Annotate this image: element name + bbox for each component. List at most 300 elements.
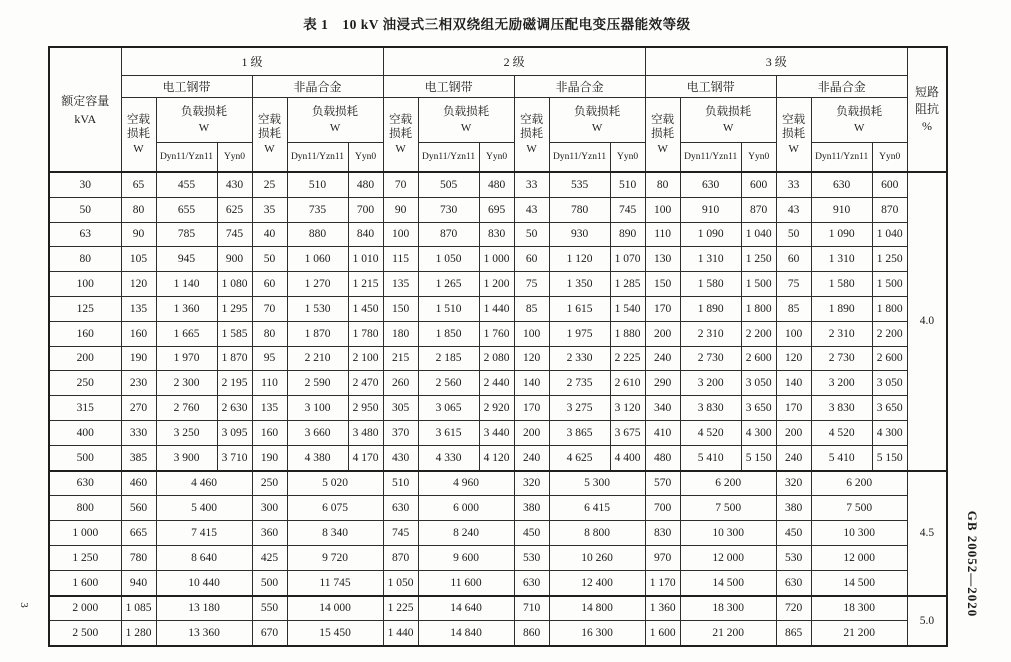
value-cell: 215 — [383, 346, 418, 371]
capacity-cell: 630 — [49, 471, 121, 496]
value-cell: 5 410 — [680, 445, 741, 470]
capacity-cell: 100 — [49, 272, 121, 297]
value-cell: 2 200 — [872, 321, 907, 346]
impedance-unit: % — [921, 119, 932, 133]
value-cell: 1 530 — [287, 296, 348, 321]
header-row-materials — [49, 76, 947, 98]
value-cell: 11 600 — [418, 570, 514, 595]
no-load-loss-line: 损耗 — [651, 128, 675, 141]
value-cell: 1 200 — [479, 272, 514, 297]
value-cell: 2 560 — [418, 371, 479, 396]
value-cell: 80 — [645, 172, 680, 197]
no-load-loss-line: 损耗 — [258, 128, 281, 141]
value-cell: 100 — [776, 321, 811, 346]
no-load-loss-line: 空载 — [389, 113, 413, 126]
value-cell: 110 — [645, 222, 680, 247]
value-cell: 14 800 — [549, 596, 645, 621]
capacity-header — [49, 47, 121, 172]
value-cell: 1 310 — [680, 247, 741, 272]
value-cell: 5 020 — [287, 471, 383, 496]
value-cell: 5 300 — [549, 471, 645, 496]
value-cell: 450 — [776, 521, 811, 546]
value-cell: 1 870 — [287, 321, 348, 346]
value-cell: 10 300 — [680, 521, 776, 546]
value-cell: 14 000 — [287, 596, 383, 621]
capacity-cell: 50 — [49, 197, 121, 222]
table-row — [49, 396, 947, 421]
value-cell: 105 — [121, 247, 156, 272]
table-row — [49, 197, 947, 222]
value-cell: 1 280 — [121, 621, 156, 646]
load-loss-header — [418, 98, 514, 143]
value-cell: 35 — [252, 197, 287, 222]
value-cell: 40 — [252, 222, 287, 247]
value-cell: 900 — [217, 247, 252, 272]
value-cell: 25 — [252, 172, 287, 197]
value-cell: 2 730 — [811, 346, 872, 371]
load-loss-header — [156, 98, 252, 143]
no-load-loss-line: 损耗 — [389, 128, 413, 141]
value-cell: 100 — [383, 222, 418, 247]
value-cell: 830 — [479, 222, 514, 247]
value-cell: 1 360 — [645, 596, 680, 621]
value-cell: 380 — [514, 496, 549, 521]
no-load-loss-unit: W — [526, 142, 537, 155]
value-cell: 1 580 — [811, 272, 872, 297]
value-cell: 430 — [217, 172, 252, 197]
table-row — [49, 496, 947, 521]
value-cell: 140 — [776, 371, 811, 396]
table-row — [49, 371, 947, 396]
material-amorphous-header: 非晶合金 — [252, 76, 383, 98]
no-load-loss-line: 空载 — [127, 113, 150, 126]
value-cell: 80 — [121, 197, 156, 222]
value-cell: 2 950 — [348, 396, 383, 421]
value-cell: 2 600 — [872, 346, 907, 371]
value-cell: 3 050 — [872, 371, 907, 396]
value-cell: 3 675 — [610, 420, 645, 445]
value-cell: 170 — [645, 296, 680, 321]
value-cell: 530 — [776, 545, 811, 570]
capacity-cell: 1 000 — [49, 521, 121, 546]
value-cell: 720 — [776, 596, 811, 621]
value-cell: 85 — [514, 296, 549, 321]
connection-dyn11-header: Dyn11/Yzn11 — [811, 143, 872, 173]
value-cell: 100 — [645, 197, 680, 222]
value-cell: 50 — [514, 222, 549, 247]
value-cell: 4 520 — [811, 420, 872, 445]
no-load-loss-line: 损耗 — [520, 128, 544, 141]
value-cell: 70 — [252, 296, 287, 321]
value-cell: 43 — [514, 197, 549, 222]
value-cell: 8 640 — [156, 545, 252, 570]
value-cell: 75 — [514, 272, 549, 297]
value-cell: 2 920 — [479, 396, 514, 421]
value-cell: 13 360 — [156, 621, 252, 646]
value-cell: 130 — [645, 247, 680, 272]
value-cell: 460 — [121, 471, 156, 496]
load-loss-unit: W — [591, 122, 603, 134]
capacity-cell: 2 000 — [49, 596, 121, 621]
value-cell: 140 — [514, 371, 549, 396]
value-cell: 60 — [252, 272, 287, 297]
value-cell: 14 840 — [418, 621, 514, 646]
value-cell: 16 300 — [549, 621, 645, 646]
material-steel-header: 电工钢带 — [383, 76, 514, 98]
value-cell: 600 — [741, 172, 776, 197]
connection-dyn11-header: Dyn11/Yzn11 — [156, 143, 217, 173]
no-load-loss-line: 空载 — [520, 113, 544, 126]
level-3-header: 3 级 — [645, 47, 907, 76]
value-cell: 1 040 — [872, 222, 907, 247]
load-loss-header — [811, 98, 907, 143]
value-cell: 6 000 — [418, 496, 514, 521]
value-cell: 135 — [121, 296, 156, 321]
capacity-cell: 125 — [49, 296, 121, 321]
value-cell: 940 — [121, 570, 156, 595]
value-cell: 160 — [121, 321, 156, 346]
impedance-header — [907, 47, 947, 172]
value-cell: 745 — [383, 521, 418, 546]
page-title: 表 1 10 kV 油浸式三相双绕组无励磁调压配电变压器能效等级 — [303, 17, 691, 32]
value-cell: 1 760 — [479, 321, 514, 346]
value-cell: 700 — [645, 496, 680, 521]
table-row — [49, 471, 947, 496]
value-cell: 3 095 — [217, 420, 252, 445]
value-cell: 360 — [252, 521, 287, 546]
value-cell: 14 500 — [811, 570, 907, 595]
value-cell: 535 — [549, 172, 610, 197]
load-loss-unit: W — [329, 122, 341, 134]
value-cell: 1 970 — [156, 346, 217, 371]
value-cell: 735 — [287, 197, 348, 222]
value-cell: 910 — [811, 197, 872, 222]
load-loss-unit: W — [198, 122, 210, 134]
impedance-cell: 4.5 — [907, 471, 947, 596]
value-cell: 3 100 — [287, 396, 348, 421]
value-cell: 12 400 — [549, 570, 645, 595]
value-cell: 630 — [514, 570, 549, 595]
value-cell: 1 440 — [479, 296, 514, 321]
value-cell: 1 080 — [217, 272, 252, 297]
value-cell: 2 590 — [287, 371, 348, 396]
value-cell: 880 — [287, 222, 348, 247]
no-load-loss-header — [514, 98, 549, 173]
value-cell: 260 — [383, 371, 418, 396]
connection-dyn11-header: Dyn11/Yzn11 — [287, 143, 348, 173]
value-cell: 480 — [645, 445, 680, 470]
value-cell: 1 050 — [418, 247, 479, 272]
capacity-cell: 400 — [49, 420, 121, 445]
capacity-cell: 250 — [49, 371, 121, 396]
no-load-loss-header — [252, 98, 287, 173]
load-loss-unit: W — [460, 122, 472, 134]
value-cell: 2 080 — [479, 346, 514, 371]
no-load-loss-header — [383, 98, 418, 173]
value-cell: 4 520 — [680, 420, 741, 445]
load-loss-line: 负载损耗 — [836, 106, 883, 118]
value-cell: 6 075 — [287, 496, 383, 521]
value-cell: 710 — [514, 596, 549, 621]
value-cell: 1 450 — [348, 296, 383, 321]
value-cell: 2 630 — [217, 396, 252, 421]
value-cell: 785 — [156, 222, 217, 247]
value-cell: 1 060 — [287, 247, 348, 272]
value-cell: 3 200 — [680, 371, 741, 396]
load-loss-header — [287, 98, 383, 143]
value-cell: 10 300 — [811, 521, 907, 546]
value-cell: 1 050 — [383, 570, 418, 595]
value-cell: 14 640 — [418, 596, 514, 621]
value-cell: 505 — [418, 172, 479, 197]
value-cell: 370 — [383, 420, 418, 445]
load-loss-unit: W — [722, 122, 734, 134]
value-cell: 665 — [121, 521, 156, 546]
value-cell: 600 — [872, 172, 907, 197]
value-cell: 5 150 — [872, 445, 907, 470]
value-cell: 385 — [121, 445, 156, 470]
no-load-loss-unit: W — [264, 142, 275, 155]
capacity-cell: 63 — [49, 222, 121, 247]
value-cell: 1 510 — [418, 296, 479, 321]
value-cell: 550 — [252, 596, 287, 621]
value-cell: 4 300 — [872, 420, 907, 445]
no-load-loss-line: 空载 — [258, 113, 281, 126]
value-cell: 2 195 — [217, 371, 252, 396]
no-load-loss-line: 空载 — [651, 113, 675, 126]
value-cell: 970 — [645, 545, 680, 570]
load-loss-line: 负载损耗 — [312, 106, 359, 118]
value-cell: 7 415 — [156, 521, 252, 546]
value-cell: 1 140 — [156, 272, 217, 297]
value-cell: 510 — [287, 172, 348, 197]
value-cell: 75 — [776, 272, 811, 297]
value-cell: 70 — [383, 172, 418, 197]
load-loss-line: 负载损耗 — [181, 106, 227, 118]
load-loss-line: 负载损耗 — [705, 106, 752, 118]
standard-code-label: GB 20052—2020 — [965, 510, 980, 618]
no-load-loss-unit: W — [788, 142, 799, 155]
value-cell: 1 600 — [645, 621, 680, 646]
value-cell: 5 400 — [156, 496, 252, 521]
value-cell: 865 — [776, 621, 811, 646]
value-cell: 1 070 — [610, 247, 645, 272]
value-cell: 3 830 — [680, 396, 741, 421]
value-cell: 625 — [217, 197, 252, 222]
value-cell: 1 500 — [741, 272, 776, 297]
value-cell: 4 460 — [156, 471, 252, 496]
value-cell: 1 250 — [872, 247, 907, 272]
value-cell: 3 440 — [479, 420, 514, 445]
value-cell: 4 380 — [287, 445, 348, 470]
value-cell: 3 200 — [811, 371, 872, 396]
value-cell: 1 225 — [383, 596, 418, 621]
value-cell: 240 — [776, 445, 811, 470]
value-cell: 870 — [418, 222, 479, 247]
value-cell: 1 975 — [549, 321, 610, 346]
value-cell: 2 470 — [348, 371, 383, 396]
value-cell: 2 225 — [610, 346, 645, 371]
value-cell: 530 — [514, 545, 549, 570]
capacity-cell: 1 600 — [49, 570, 121, 595]
value-cell: 18 300 — [680, 596, 776, 621]
value-cell: 80 — [252, 321, 287, 346]
capacity-cell: 800 — [49, 496, 121, 521]
value-cell: 4 960 — [418, 471, 514, 496]
value-cell: 4 170 — [348, 445, 383, 470]
value-cell: 695 — [479, 197, 514, 222]
value-cell: 60 — [776, 247, 811, 272]
capacity-cell: 80 — [49, 247, 121, 272]
value-cell: 1 360 — [156, 296, 217, 321]
value-cell: 1 250 — [741, 247, 776, 272]
capacity-cell: 30 — [49, 172, 121, 197]
value-cell: 570 — [645, 471, 680, 496]
value-cell: 480 — [479, 172, 514, 197]
value-cell: 560 — [121, 496, 156, 521]
value-cell: 1 880 — [610, 321, 645, 346]
value-cell: 2 760 — [156, 396, 217, 421]
value-cell: 1 215 — [348, 272, 383, 297]
value-cell: 4 330 — [418, 445, 479, 470]
value-cell: 120 — [514, 346, 549, 371]
value-cell: 50 — [776, 222, 811, 247]
value-cell: 330 — [121, 420, 156, 445]
connection-yyn0-header: Yyn0 — [217, 143, 252, 173]
value-cell: 1 540 — [610, 296, 645, 321]
value-cell: 1 285 — [610, 272, 645, 297]
impedance-header-line: 阻抗 — [914, 102, 939, 116]
value-cell: 150 — [383, 296, 418, 321]
value-cell: 4 120 — [479, 445, 514, 470]
value-cell: 150 — [645, 272, 680, 297]
value-cell: 3 120 — [610, 396, 645, 421]
value-cell: 1 580 — [680, 272, 741, 297]
value-cell: 6 200 — [680, 471, 776, 496]
value-cell: 240 — [514, 445, 549, 470]
capacity-cell: 500 — [49, 445, 121, 470]
value-cell: 945 — [156, 247, 217, 272]
value-cell: 2 210 — [287, 346, 348, 371]
table-row — [49, 247, 947, 272]
load-loss-header — [680, 98, 776, 143]
value-cell: 50 — [252, 247, 287, 272]
value-cell: 630 — [811, 172, 872, 197]
load-loss-line: 负载损耗 — [574, 106, 621, 118]
connection-dyn11-header: Dyn11/Yzn11 — [549, 143, 610, 173]
value-cell: 1 585 — [217, 321, 252, 346]
load-loss-header — [549, 98, 645, 143]
value-cell: 3 710 — [217, 445, 252, 470]
value-cell: 780 — [549, 197, 610, 222]
value-cell: 630 — [680, 172, 741, 197]
table-row — [49, 321, 947, 346]
value-cell: 870 — [872, 197, 907, 222]
connection-yyn0-header: Yyn0 — [872, 143, 907, 173]
value-cell: 1 295 — [217, 296, 252, 321]
value-cell: 180 — [383, 321, 418, 346]
value-cell: 8 340 — [287, 521, 383, 546]
no-load-loss-unit: W — [657, 142, 668, 155]
value-cell: 1 890 — [811, 296, 872, 321]
value-cell: 3 650 — [741, 396, 776, 421]
value-cell: 11 745 — [287, 570, 383, 595]
value-cell: 300 — [252, 496, 287, 521]
value-cell: 480 — [348, 172, 383, 197]
capacity-unit: kVA — [74, 111, 97, 126]
value-cell: 60 — [514, 247, 549, 272]
value-cell: 200 — [514, 420, 549, 445]
value-cell: 630 — [776, 570, 811, 595]
value-cell: 270 — [121, 396, 156, 421]
value-cell: 90 — [121, 222, 156, 247]
value-cell: 6 415 — [549, 496, 645, 521]
no-load-loss-line: 空载 — [782, 113, 806, 126]
value-cell: 1 440 — [383, 621, 418, 646]
value-cell: 3 050 — [741, 371, 776, 396]
energy-efficiency-table — [48, 46, 948, 647]
material-steel-header: 电工钢带 — [121, 76, 252, 98]
value-cell: 7 500 — [811, 496, 907, 521]
value-cell: 2 735 — [549, 371, 610, 396]
value-cell: 100 — [514, 321, 549, 346]
value-cell: 510 — [610, 172, 645, 197]
material-amorphous-header: 非晶合金 — [514, 76, 645, 98]
table-row — [49, 346, 947, 371]
value-cell: 1 090 — [811, 222, 872, 247]
value-cell: 12 000 — [811, 545, 907, 570]
value-cell: 1 870 — [217, 346, 252, 371]
value-cell: 200 — [645, 321, 680, 346]
capacity-cell: 160 — [49, 321, 121, 346]
connection-yyn0-header: Yyn0 — [610, 143, 645, 173]
level-2-header: 2 级 — [383, 47, 645, 76]
value-cell: 3 065 — [418, 396, 479, 421]
header-row-loss — [49, 98, 947, 143]
value-cell: 425 — [252, 545, 287, 570]
value-cell: 320 — [514, 471, 549, 496]
value-cell: 115 — [383, 247, 418, 272]
value-cell: 3 250 — [156, 420, 217, 445]
value-cell: 4 625 — [549, 445, 610, 470]
value-cell: 1 010 — [348, 247, 383, 272]
value-cell: 190 — [252, 445, 287, 470]
impedance-cell: 4.0 — [907, 172, 947, 471]
connection-yyn0-header: Yyn0 — [741, 143, 776, 173]
value-cell: 170 — [776, 396, 811, 421]
no-load-loss-header — [776, 98, 811, 173]
value-cell: 90 — [383, 197, 418, 222]
value-cell: 670 — [252, 621, 287, 646]
value-cell: 85 — [776, 296, 811, 321]
no-load-loss-unit: W — [395, 142, 406, 155]
value-cell: 340 — [645, 396, 680, 421]
connection-dyn11-header: Dyn11/Yzn11 — [418, 143, 479, 173]
value-cell: 305 — [383, 396, 418, 421]
value-cell: 3 660 — [287, 420, 348, 445]
value-cell: 780 — [121, 545, 156, 570]
value-cell: 65 — [121, 172, 156, 197]
value-cell: 3 275 — [549, 396, 610, 421]
value-cell: 500 — [252, 570, 287, 595]
table-row — [49, 621, 947, 646]
value-cell: 3 900 — [156, 445, 217, 470]
value-cell: 860 — [514, 621, 549, 646]
level-1-header: 1 级 — [121, 47, 383, 76]
value-cell: 5 150 — [741, 445, 776, 470]
value-cell: 2 100 — [348, 346, 383, 371]
value-cell: 1 000 — [479, 247, 514, 272]
